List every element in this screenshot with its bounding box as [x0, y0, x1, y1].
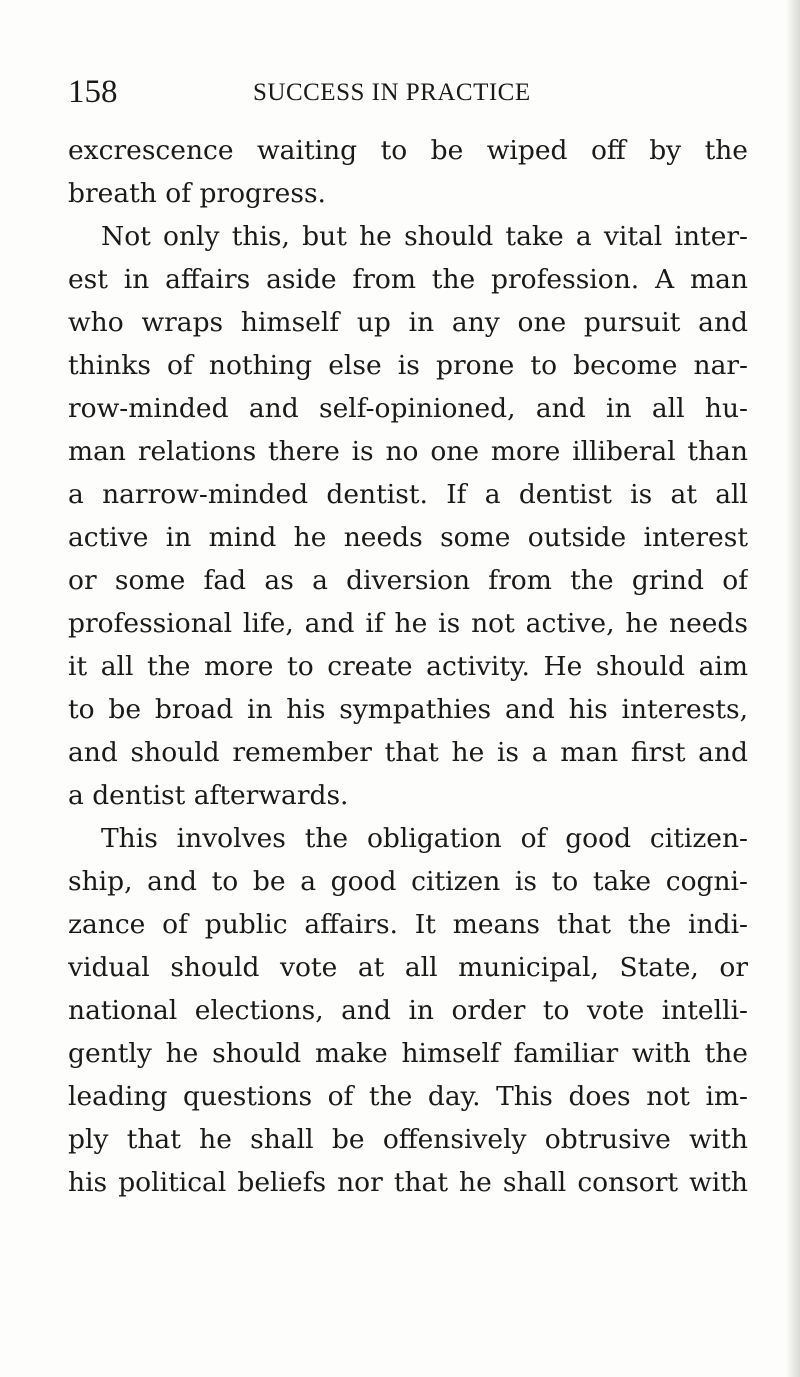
text-line: zance of public affairs. It means that the indi-	[68, 909, 748, 940]
text-line: thinks of nothing else is prone to become nar-	[68, 350, 748, 381]
text-line: national elections, and in order to vote intelli-	[68, 995, 748, 1026]
text-line: a dentist afterwards.	[68, 780, 349, 811]
text-line: leading questions of the day. This does not im-	[68, 1081, 748, 1112]
body-text	[68, 129, 748, 1204]
text-line: professional life, and if he is not active, he needs	[68, 608, 748, 639]
text-line: breath of progress.	[68, 178, 326, 209]
page-edge-shadow	[786, 0, 800, 1377]
text-line: and should remember that he is a man first and	[68, 737, 748, 768]
text-line: excrescence waiting to be wiped off by the	[68, 135, 748, 166]
text-line: a narrow-minded dentist. If a dentist is at all	[68, 479, 748, 510]
text-line: Not only this, but he should take a vital inter-	[101, 221, 748, 252]
text-line: who wraps himself up in any one pursuit and	[68, 307, 748, 338]
running-head	[68, 68, 748, 112]
text-line: active in mind he needs some outside interest	[68, 522, 748, 553]
text-line: man relations there is no one more illiberal than	[68, 436, 748, 467]
text-line: ship, and to be a good citizen is to take cogni-	[68, 866, 748, 897]
page-number: 158	[68, 74, 118, 110]
text-line: vidual should vote at all municipal, State, or	[68, 952, 748, 983]
text-line: gently he should make himself familiar with the	[68, 1038, 748, 1069]
running-head-title: SUCCESS IN PRACTICE	[253, 79, 531, 106]
text-line: ply that he shall be offensively obtrusive with	[68, 1124, 748, 1155]
text-line: to be broad in his sympathies and his interests,	[68, 694, 748, 725]
text-line: it all the more to create activity. He should aim	[68, 651, 748, 682]
text-line: est in affairs aside from the profession. A man	[68, 264, 748, 295]
text-line: his political beliefs nor that he shall consort with	[68, 1167, 748, 1198]
text-line: row-minded and self-opinioned, and in all hu-	[68, 393, 748, 424]
text-line: This involves the obligation of good citizen-	[101, 823, 748, 854]
text-line: or some fad as a diversion from the grind of	[68, 565, 748, 596]
